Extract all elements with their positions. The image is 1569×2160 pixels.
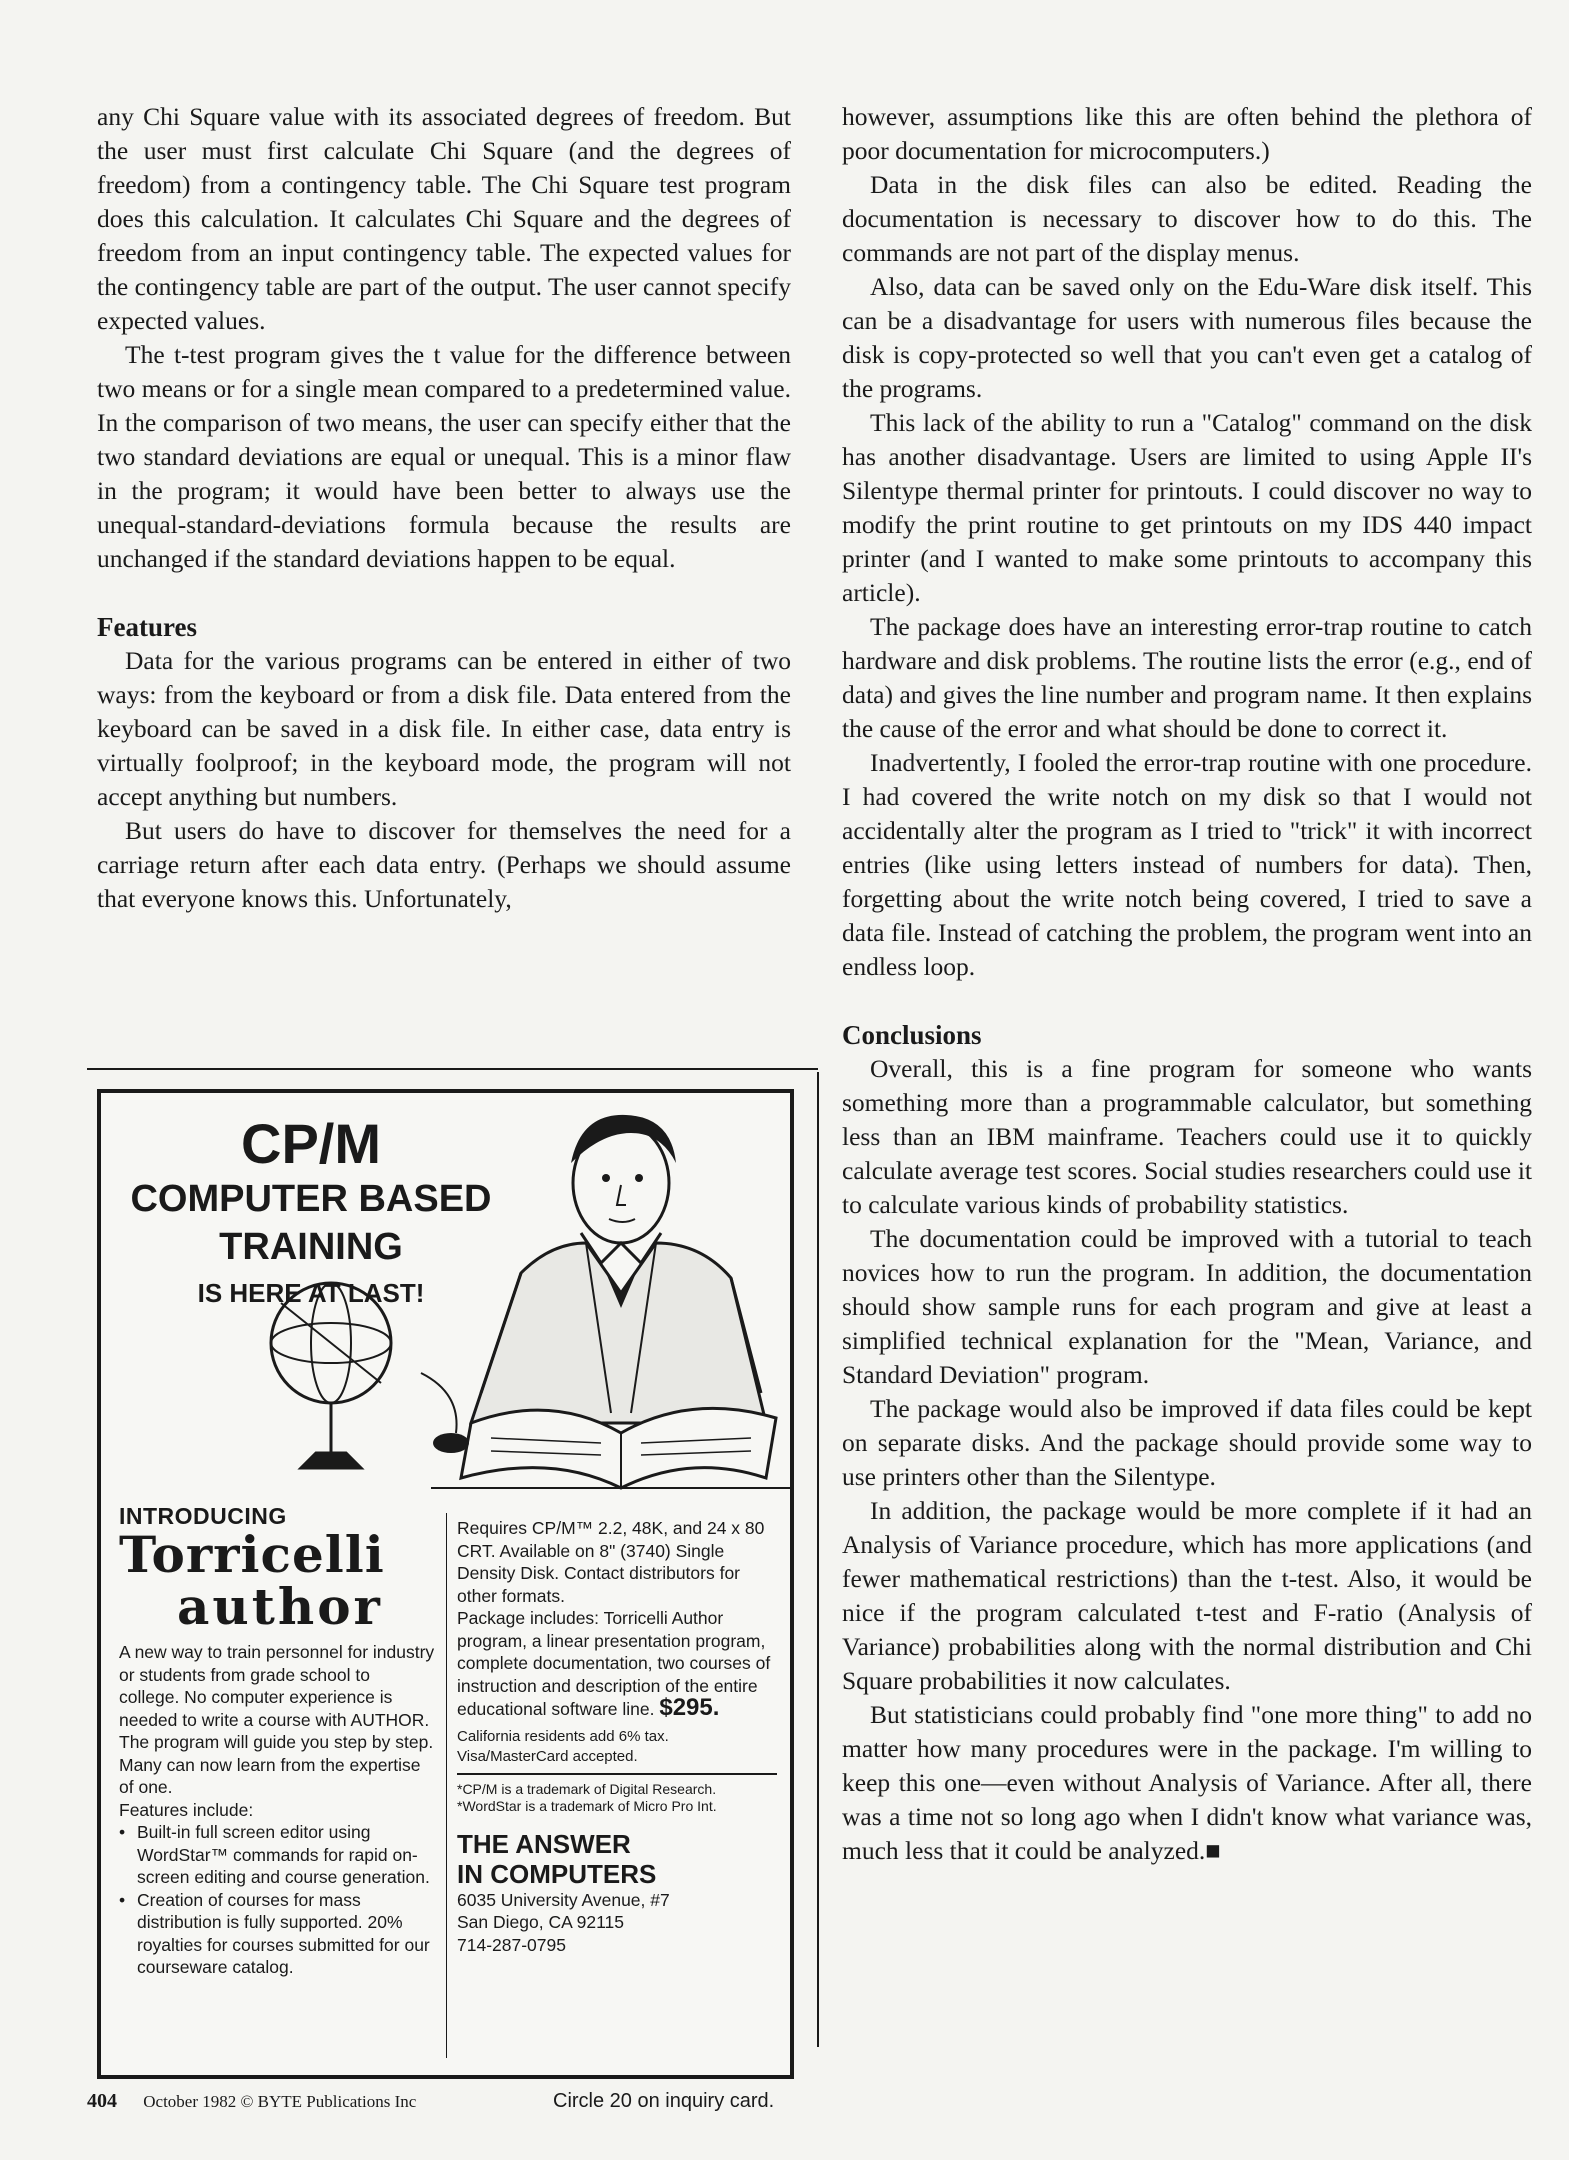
ad-company-line2: IN COMPUTERS: [457, 1858, 657, 1889]
paragraph: The package would also be improved if data files could be kept on separate disks. And the package should provide some way to use printers other than the Silentype.: [842, 1394, 1532, 1491]
ad-package-text: Package includes: Torricelli Author program, a linear presentation program, complete documentation, two courses of instruction and description of the entire educational software line.: [457, 1608, 771, 1719]
paragraph: however, assumptions like this are often behind the plethora of poor documentation for microcomputers.): [842, 102, 1532, 165]
ad-brand-logo-2: author: [177, 1577, 383, 1636]
left-column: [97, 100, 791, 916]
section-heading-features: Features: [97, 612, 197, 642]
ad-brand-logo: Torricelli: [119, 1525, 385, 1584]
paragraph: But users do have to discover for themselves the need for a carriage return after each data entry. (Perhaps we should assume that everyone knows this. Unfortunately,: [97, 816, 791, 913]
paragraph: The t-test program gives the t value for the difference between two means or for a single mean compared to a predetermined value. In the comparison of two means, the user can specify either that the two standard deviations are equal or unequal. This is a minor flaw in the program; it would have been better to always use the unequal-standard-deviations formula because the results are unchanged if the standard deviations happen to be equal.: [97, 340, 791, 573]
ad-headline-cpm: CP/M: [241, 1112, 381, 1175]
ad-trademark-1: *CP/M is a trademark of Digital Research.: [457, 1780, 717, 1797]
ad-requirements: Requires CP/M™ 2.2, 48K, and 24 x 80 CRT. Available on 8" (3740) Single Density Disk. Contact distributors for other formats.: [457, 1518, 765, 1606]
issue-credit: October 1982 © BYTE Publications Inc: [143, 2092, 417, 2111]
ad-features-list: [119, 1821, 435, 1979]
ad-body: A new way to train personnel for industry or students from grade school to college. No computer experience is needed to write a course with AUTHOR. The program will guide you step by step. Many can now learn from the expertise of one.: [119, 1642, 435, 1797]
ad-price: $295.: [659, 1694, 720, 1721]
list-item: • Built-in full screen editor using WordStar™ commands for rapid on-screen editing and course generation.: [119, 1821, 435, 1889]
advertisement: [97, 1089, 794, 2079]
ad-right-column: [457, 1517, 777, 1956]
ad-introducing: INTRODUCING: [119, 1503, 287, 1529]
paragraph: Overall, this is a fine program for someone who wants something more than a programmable calculator, but something less than an IBM mainframe. Teachers could use it to quickly calculate average test scores. Social studies researchers could use it to calculate various kinds of probability statistics.: [842, 1054, 1532, 1219]
section-heading-conclusions: Conclusions: [842, 1020, 982, 1050]
ad-features-label: Features include:: [119, 1799, 254, 1820]
divider: [87, 1068, 818, 1070]
page-number: 404: [87, 2090, 117, 2112]
list-item: • Creation of courses for mass distribution is fully supported. 20% royalties for courses submitted for our courseware catalog.: [119, 1889, 435, 1979]
ad-package: [457, 1607, 777, 1721]
ad-headline-line2: COMPUTER BASED: [130, 1178, 492, 1220]
paragraph: In addition, the package would be more complete if it had an Analysis of Variance procedure, which has more applications (and fewer mathematical restrictions) than the t-test. Also, it would be nice if the program calculated t-test and F-ratio (Analysis of Variance) probabilities along with the normal distribution and Chi Square probabilities it now calculates.: [842, 1496, 1532, 1695]
divider: [457, 1773, 777, 1775]
inquiry-note: Circle 20 on inquiry card.: [553, 2090, 775, 2112]
ad-address-2: San Diego, CA 92115: [457, 1912, 625, 1932]
paragraph: any Chi Square value with its associated degrees of freedom. But the user must first calculate Chi Square (and the degrees of freedom) from a contingency table. The Chi Square test program does this calculation. It calculates Chi Square and the degrees of freedom from an input contingency table. The expected values for the contingency table are part of the output. The user cannot specify expected values.: [97, 102, 791, 335]
paragraph: This lack of the ability to run a "Catalog" command on the disk has another disadvantage. Users are limited to using Apple II's Silentype thermal printer for printouts. I could discover no way to modify the print routine to get printouts on my IDS 440 impact printer (and I wanted to make some printouts to accompany this article).: [842, 408, 1532, 607]
right-column: [842, 100, 1532, 1868]
ad-company-name: [457, 1829, 777, 1889]
ad-headline-line4: IS HERE AT LAST!: [197, 1278, 425, 1308]
ad-company-line1: THE ANSWER: [457, 1828, 631, 1859]
ad-left-column: [119, 1503, 435, 1979]
page-footer: [87, 2090, 817, 2113]
paragraph: Data in the disk files can also be edited. Reading the documentation is necessary to discover how to do this. The commands are not part of the display menus.: [842, 170, 1532, 267]
paragraph: Also, data can be saved only on the Edu-Ware disk itself. This can be a disadvantage for users with numerous files because the disk is copy-protected so well that you can't even get a catalog of the programs.: [842, 272, 1532, 403]
paragraph-final: [842, 1698, 1532, 1868]
paragraph: The package does have an interesting error-trap routine to catch hardware and disk problems. The routine lists the error (e.g., end of data) and gives the line number and program name. It then explains the cause of the error and what should be done to correct it.: [842, 612, 1532, 743]
paragraph: The documentation could be improved with a tutorial to teach novices how to run the program. In addition, the documentation should show sample runs for each program and give at least a simplified technical explanation for the "Mean, Variance, and Standard Deviation" program.: [842, 1224, 1532, 1389]
paragraph: Inadvertently, I fooled the error-trap routine with one procedure. I had covered the write notch on my disk so that I would not accidentally alter the program as I tried to "trick" it with incorrect entries (like using letters instead of numbers for data). Then, forgetting about the write notch being covered, I tried to save a data file. Instead of catching the problem, the program went into an endless loop.: [842, 748, 1532, 981]
column-divider: [817, 1072, 819, 2047]
ad-column-divider: [446, 1513, 447, 2058]
end-mark-icon: ■: [1205, 1836, 1221, 1865]
ad-tax-note: California residents add 6% tax. Visa/MasterCard accepted.: [457, 1727, 669, 1765]
ad-address-1: 6035 University Avenue, #7: [457, 1889, 670, 1910]
ad-headline: [101, 1113, 521, 1313]
ad-trademark-2: *WordStar is a trademark of Micro Pro Int.: [457, 1797, 717, 1814]
paragraph: Data for the various programs can be entered in either of two ways: from the keyboard or from a disk file. Data entered from the keyboard can be saved in a disk file. In either case, data entry is virtually foolproof; in the keyboard mode, the program will not accept anything but numbers.: [97, 646, 791, 811]
paragraph-text: But statisticians could probably find "one more thing" to add no matter how many procedures were in the package. I'm willing to keep this one—even without Analysis of Variance. After all, there was a time not so long ago when I didn't know what variance was, much less that it could be analyzed.: [842, 1700, 1532, 1865]
ad-phone: 714-287-0795: [457, 1934, 566, 1955]
ad-headline-line3: TRAINING: [219, 1226, 403, 1268]
